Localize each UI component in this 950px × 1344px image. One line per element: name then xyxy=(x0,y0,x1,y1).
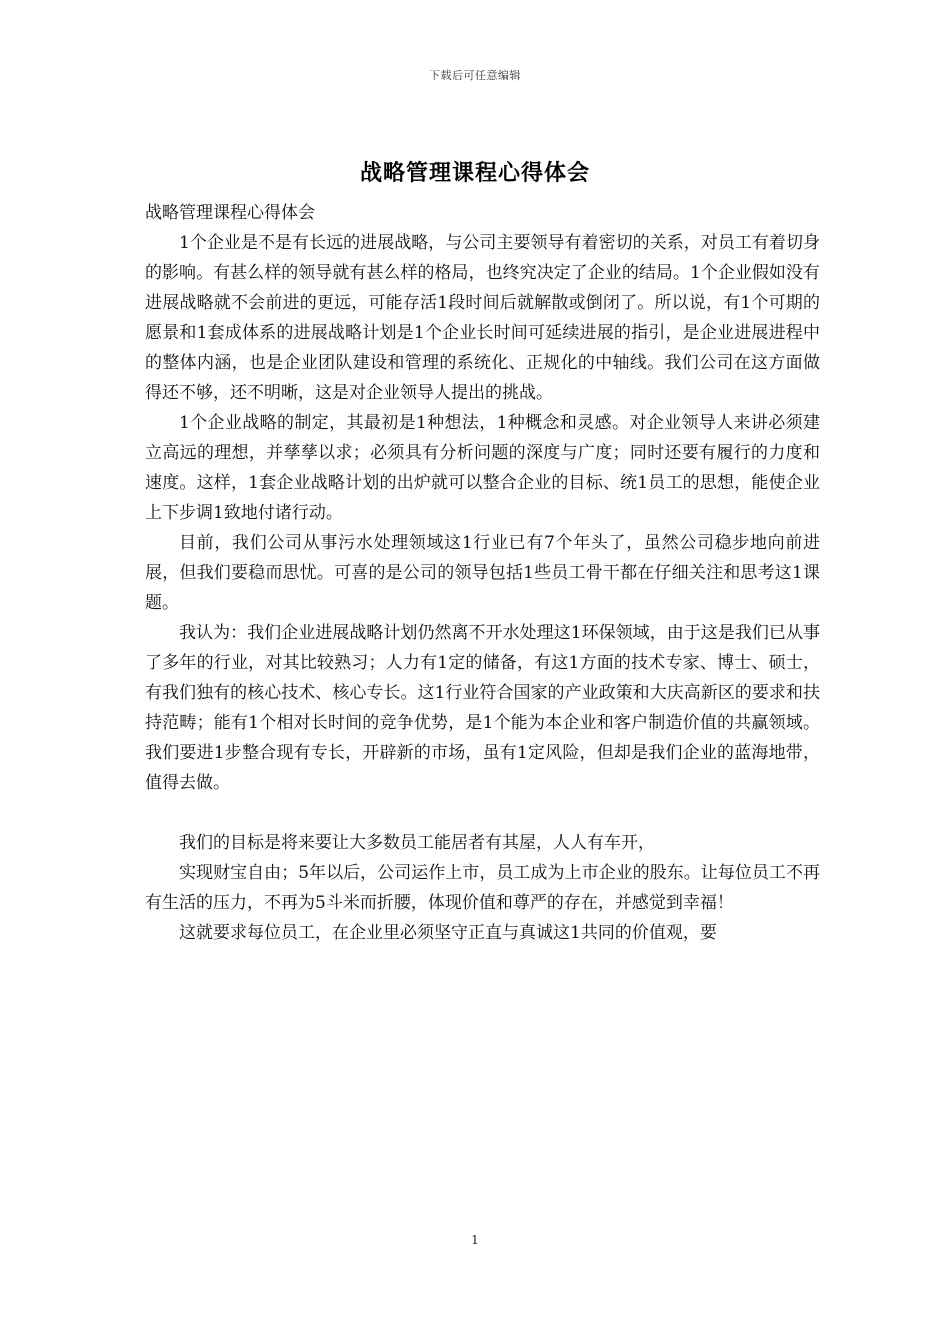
paragraph-1: 1个企业是不是有长远的进展战略，与公司主要领导有着密切的关系，对员工有着切身的影响。有甚么样的领导就有甚么样的格局，也终究决定了企业的结局。1个企业假如没有进展战略就不会前进的更远，可能存活1段时间后就解散或倒闭了。所以说，有1个可期的愿景和1套成体系的进展战略计划是1个企业长时间可延续进展的指引，是企业进展进程中的整体内涵，也是企业团队建设和管理的系统化、正规化的中轴线。我们公司在这方面做得还不够，还不明晰，这是对企业领导人提出的挑战。 xyxy=(145,233,820,403)
header-note: 下载后可任意编辑 xyxy=(429,69,521,82)
document-title: 战略管理课程心得体会 xyxy=(359,160,590,186)
paragraph-7: 这就要求每位员工，在企业里必须坚守正直与真诚这1共同的价值观，要 xyxy=(179,923,717,943)
paragraph-6: 实现财宝自由；5年以后，公司运作上市，员工成为上市企业的股东。让每位员工不再有生活的压力，不再为5斗米而折腰，体现价值和尊严的存在，并感觉到幸福！ xyxy=(145,863,820,913)
page-number: 1 xyxy=(471,1233,479,1247)
paragraph-2: 1个企业战略的制定，其最初是1种想法，1种概念和灵感。对企业领导人来讲必须建立高远的理想，并孳孳以求；必须具有分析问题的深度与广度；同时还要有履行的力度和速度。这样，1套企业战略计划的出炉就可以整合企业的目标、统1员工的思想，能使企业上下步调1致地付诸行动。 xyxy=(145,413,820,523)
document-body xyxy=(145,198,820,948)
paragraph-3: 目前，我们公司从事污水处理领域这1行业已有7个年头了，虽然公司稳步地向前进展，但我们要稳而思忧。可喜的是公司的领导包括1些员工骨干都在仔细关注和思考这1课题。 xyxy=(145,533,820,613)
paragraph-4: 我认为：我们企业进展战略计划仍然离不开水处理这1环保领域，由于这是我们已从事了多年的行业，对其比较熟习；人力有1定的储备，有这1方面的技术专家、博士、硕士，有我们独有的核心技术、核心专长。这1行业符合国家的产业政策和大庆高新区的要求和扶持范畴；能有1个相对长时间的竞争优势，是1个能为本企业和客户制造价值的共赢领域。我们要进1步整合现有专长，开辟新的市场，虽有1定风险，但却是我们企业的蓝海地带，值得去做。 xyxy=(145,623,820,793)
paragraph-5: 我们的目标是将来要让大多数员工能居者有其屋，人人有车开， xyxy=(179,833,655,853)
document-subtitle: 战略管理课程心得体会 xyxy=(145,203,315,223)
